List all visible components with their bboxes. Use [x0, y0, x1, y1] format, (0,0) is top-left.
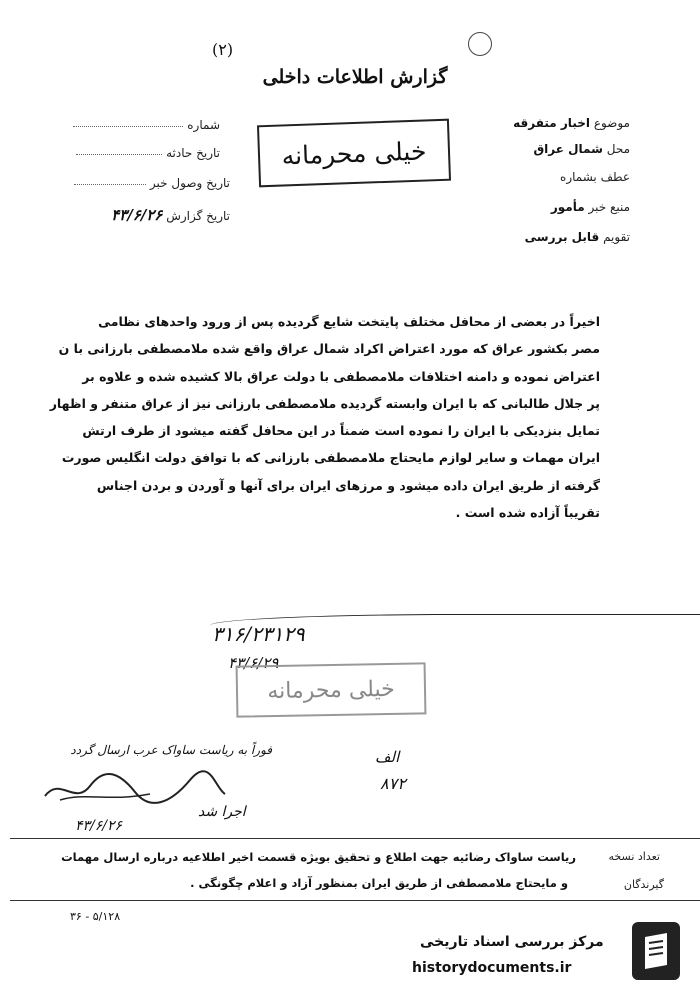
rating-value: قابل بررسی: [524, 230, 600, 244]
number-label: شماره: [187, 118, 220, 132]
incident-date-field: [60, 146, 220, 160]
received-date-label: تاریخ وصول خبر: [149, 176, 230, 190]
body-line: تقریباً آزاده شده است .: [455, 505, 600, 521]
copies-text: ریاست ساواک رضائیه جهت اطلاع و تحقیق بویژه قسمت اخیر اطلاعیه درباره ارسال مهمات: [61, 850, 576, 864]
number-dots: [73, 125, 183, 127]
body-line: اخیراً در بعضی از محافل مختلف پایتخت شایع گردیده پس از ورود واحدهای نظامی: [98, 314, 600, 329]
recipients-label: گیرندگان: [623, 878, 664, 891]
body-line: گرفته از طریق ایران داده میشود و مرزهای ایران برای آنها و آوردن و بردن اجناس: [96, 477, 600, 493]
report-date-field: [48, 206, 230, 224]
watermark-center-name: مرکز بررسی اسناد تاریخی: [420, 934, 604, 950]
execute-note: اجرا شد: [198, 804, 246, 820]
incident-date-dots: [76, 153, 162, 155]
signature-date: ۴۳/۶/۲۶: [75, 818, 123, 834]
handwritten-ref-number: ۳۱۶/۲۳۱۲۹: [212, 622, 305, 646]
subject-value: اخبار متفرقه: [513, 116, 590, 130]
body-line: پر جلال طالبانی که با ایران وابسته گردیده ملامصطفی بارزانی نیز از عراق متنفر و اظهار: [49, 395, 600, 411]
copies-label: تعداد نسخه: [608, 850, 660, 863]
received-date-field: [60, 176, 230, 190]
source-field: [470, 200, 630, 214]
faded-classification-stamp: خیلی محرمانه: [236, 662, 427, 717]
corner-circle-mark: [468, 32, 492, 56]
watermark-logo: [632, 922, 680, 980]
handwritten-note: فوراً به ریاست ساواک عرب ارسال گردد: [70, 743, 272, 757]
rating-field: [470, 230, 630, 244]
page-number: (۲): [212, 40, 234, 59]
incident-date-label: تاریخ حادثه: [166, 146, 220, 160]
footer-rule-bottom: [10, 900, 700, 901]
form-code: ۳۶ - ۵/۱۲۸: [70, 910, 121, 923]
source-label: منبع خبر: [588, 200, 630, 214]
report-body: [49, 308, 600, 526]
watermark-url: historydocuments.ir: [412, 960, 572, 976]
report-date-value: ۴۳/۶/۲۶: [111, 206, 163, 224]
body-line: ایران مهمات و سایر لوازم مایحتاج ملامصطفی بارزانی که با توافق دولت انگلیس صورت: [61, 450, 600, 466]
body-line: تمایل بنزدیکی با ایران را نموده است ضمناً در این محافل گفته میشود از طرف ارتش: [82, 423, 600, 439]
recipients-text: و مایحتاج ملامصطفی از طریق ایران بمنظور آزاد و اعلام چگونگی .: [190, 876, 568, 890]
archive-logo-icon: [639, 931, 673, 971]
alef-label: الف: [375, 748, 400, 766]
place-field: [470, 142, 630, 156]
received-date-dots: [74, 183, 146, 185]
subject-field: [470, 116, 630, 130]
subject-label: موضوع: [593, 116, 630, 130]
ref-field: [470, 170, 630, 184]
number-field: [60, 118, 220, 132]
report-date-label: تاریخ گزارش: [166, 209, 230, 223]
rating-label: تقویم: [603, 230, 630, 244]
footer-rule-top: [10, 838, 700, 839]
ref-label: عطف بشماره: [560, 170, 630, 184]
place-label: محل: [606, 142, 630, 156]
handwritten-ref-date: ۴۳/۶/۲۹: [228, 654, 279, 672]
alef-number: ۸۷۲: [380, 774, 406, 793]
body-line: اعتراض نموده و دامنه اختلافات ملامصطفی با دولت عراق بالا کشیده شده و علاوه بر: [82, 368, 600, 384]
source-value: مأمور: [550, 200, 585, 214]
place-value: شمال عراق: [533, 142, 603, 156]
page-title: گزارش اطلاعات داخلی: [262, 66, 448, 88]
classification-stamp: خیلی محرمانه: [257, 119, 451, 188]
body-line: مصر بکشور عراق که مورد اعتراض اکراد شمال عراق واقع شده ملامصطفی بارزانی با ن: [58, 341, 600, 357]
signature-scribble: [40, 768, 230, 808]
